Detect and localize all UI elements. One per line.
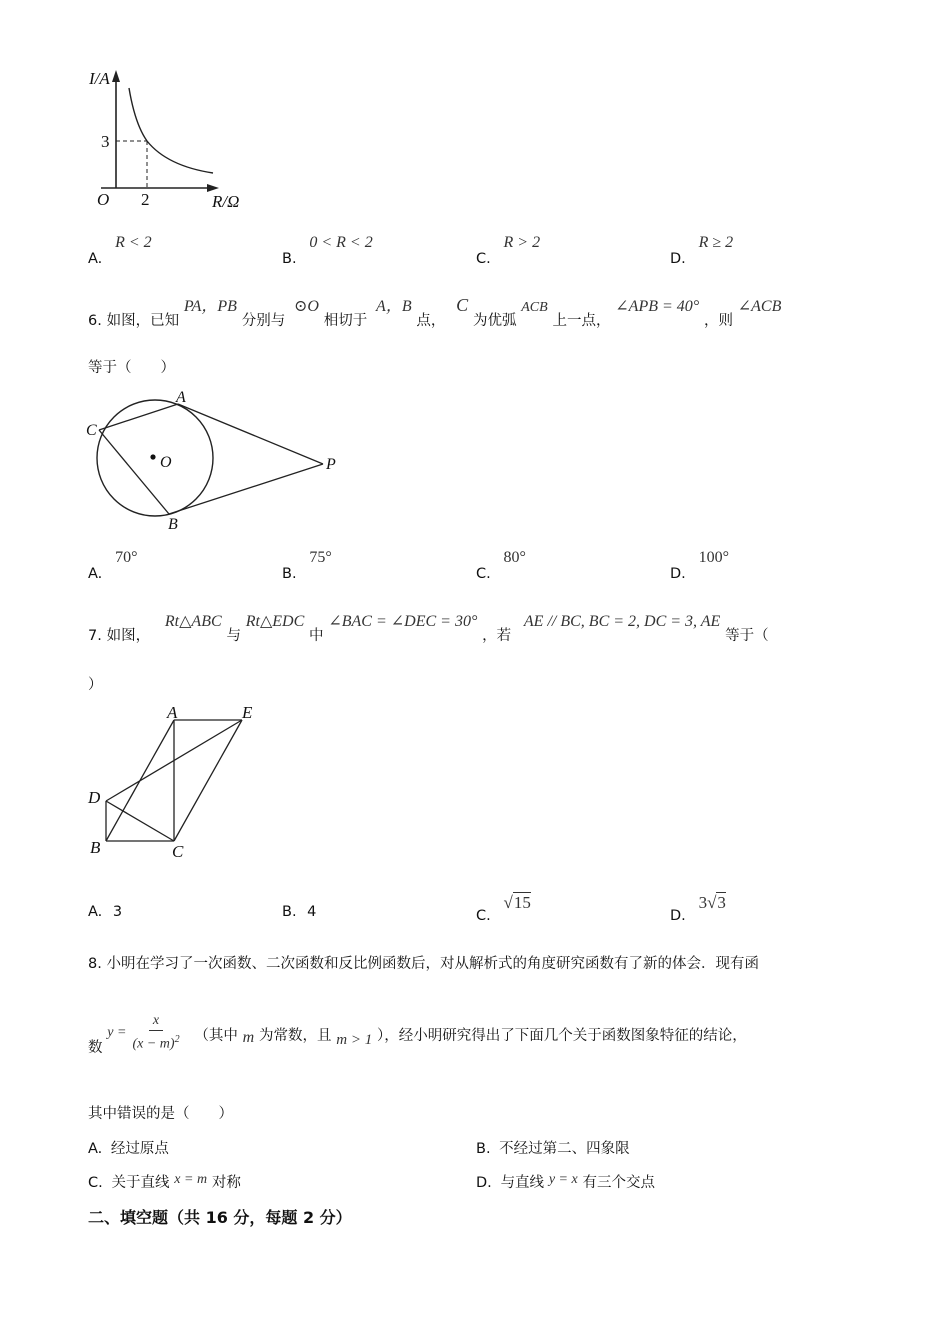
function-expression: [107, 1012, 181, 1054]
stem-math: m > 1: [336, 1031, 373, 1048]
q5-option-b[interactable]: [282, 233, 373, 267]
stem-text: 为常数，且: [258, 1027, 332, 1044]
q8-option-a[interactable]: [88, 1137, 169, 1158]
center-point: [150, 454, 155, 459]
stem-math: ∠BAC = ∠DEC = 30°: [328, 613, 478, 630]
segment-ec: [174, 720, 242, 841]
stem-text: 相切于: [323, 313, 368, 329]
stem-math: C: [456, 295, 469, 315]
q7-option-d[interactable]: [670, 893, 726, 924]
q8-option-c[interactable]: [88, 1167, 241, 1191]
option-expression: 70°: [115, 549, 138, 566]
label-c: C: [172, 842, 184, 861]
option-expression: 80°: [503, 549, 526, 566]
section-heading: 二、填空题（共 16 分，每题 2 分）: [88, 1208, 352, 1227]
y-axis-label: I/A: [89, 69, 110, 88]
option-letter: B.: [282, 566, 297, 582]
option-text: 经过原点: [110, 1141, 169, 1157]
option-expression: 4: [307, 904, 317, 920]
q6-option-c[interactable]: [476, 548, 526, 582]
label-b: B: [90, 838, 101, 857]
q6-figure: [82, 385, 352, 535]
x-tick-label: 2: [141, 190, 150, 209]
q8-stem-line3: 其中错误的是（ ）: [88, 1106, 233, 1122]
label-d: D: [88, 788, 101, 807]
option-letter: A.: [88, 566, 103, 582]
option-letter: D.: [476, 1175, 492, 1191]
q6-stem-line2: 等于（ ）: [88, 360, 175, 376]
option-letter: C.: [88, 1175, 103, 1191]
stem-math: AE // BC, BC = 2, DC = 3, AE: [523, 613, 721, 630]
fraction: [130, 1012, 181, 1054]
label-c: C: [86, 422, 97, 439]
option-letter: B.: [282, 904, 297, 920]
denominator-exponent: 2: [174, 1034, 180, 1045]
q7-option-a[interactable]: [88, 904, 122, 920]
stem-text: 如图，已知: [106, 313, 180, 329]
label-p: P: [326, 456, 336, 473]
stem-math: ∠APB = 40°: [615, 298, 700, 315]
stem-text: 分别与: [241, 313, 286, 329]
option-letter: C.: [476, 566, 491, 582]
stem-math: A，B: [376, 298, 412, 315]
q5-option-c[interactable]: [476, 233, 541, 267]
inverse-proportion-curve: [129, 88, 213, 173]
q8-stem-line1: [88, 952, 759, 973]
x-axis-label: R/Ω: [212, 192, 240, 211]
q6-option-d[interactable]: [670, 548, 729, 582]
option-expression: √15: [503, 893, 531, 912]
stem-text: 为优弧: [472, 313, 517, 329]
option-text: 关于直线: [111, 1175, 170, 1191]
numerator: x: [149, 1012, 163, 1031]
label-e: E: [242, 703, 253, 722]
q5-option-a[interactable]: [88, 233, 152, 267]
denominator: [130, 1031, 181, 1054]
label-a: A: [167, 703, 178, 722]
q6-option-b[interactable]: [282, 548, 332, 582]
stem-text: ），经小明研究得出了下面几个关于函数图象特征的结论，: [377, 1027, 747, 1044]
q7-option-b[interactable]: [282, 904, 316, 920]
y-tick-label: 3: [101, 132, 110, 151]
stem-math: m: [242, 1028, 255, 1046]
option-letter: D.: [670, 908, 686, 924]
origin-label: O: [97, 190, 110, 209]
q7-option-c[interactable]: [476, 893, 531, 924]
stem-text: ，若: [482, 628, 512, 644]
option-letter: A.: [88, 251, 103, 267]
denominator-base: (x − m): [132, 1036, 175, 1052]
sqrt-coefficient: 3: [698, 893, 708, 912]
stem-math: Rt△ABC: [164, 613, 222, 630]
q7-stem-line2: ）: [88, 677, 103, 693]
label-o: O: [160, 454, 172, 471]
label-b: B: [168, 516, 178, 533]
y-equals: y =: [107, 1024, 127, 1040]
segment-dc: [106, 801, 174, 841]
option-expression: R ≥ 2: [698, 234, 734, 251]
question-number: 7.: [88, 628, 102, 644]
option-expression: 75°: [309, 549, 332, 566]
stem-text: （其中: [194, 1027, 238, 1044]
option-expression: R > 2: [503, 234, 541, 251]
option-letter: A.: [88, 904, 103, 920]
q8-option-b[interactable]: [476, 1137, 630, 1158]
stem-text: 小明在学习了一次函数、二次函数和反比例函数后，对从解析式的角度研究函数有了新的体会．现有函: [106, 956, 759, 972]
stem-math: PA，PB: [183, 298, 237, 315]
q5-graph: [85, 62, 265, 222]
segment-ca: [99, 404, 178, 430]
option-letter: B.: [476, 1141, 491, 1157]
label-a: A: [176, 389, 186, 406]
stem-text: 如图，: [106, 628, 151, 644]
radicand: 15: [513, 893, 531, 912]
stem-math: ACB: [521, 300, 548, 315]
x-axis-arrow: [207, 184, 219, 192]
y-axis-arrow: [112, 70, 120, 82]
stem-text: 数: [88, 1039, 103, 1056]
stem-text: 中: [309, 628, 324, 644]
option-text: 有三个交点: [582, 1175, 655, 1191]
option-expression: x = m: [174, 1172, 208, 1187]
tangent-pb: [169, 464, 323, 514]
stem-math: ∠ACB: [737, 298, 782, 315]
stem-text: 等于（: [725, 628, 769, 644]
q5-option-d[interactable]: [670, 233, 734, 267]
option-letter: A.: [88, 1141, 103, 1157]
stem-text: 上一点，: [552, 313, 611, 329]
option-expression: 100°: [698, 549, 729, 566]
stem-math: ⊙O: [294, 298, 319, 315]
question-number: 6.: [88, 313, 102, 329]
stem-text: 与: [226, 628, 241, 644]
stem-text: ，则: [703, 313, 733, 329]
question-number: 8.: [88, 956, 102, 972]
option-text: 对称: [211, 1175, 241, 1191]
tangent-pa: [178, 404, 323, 464]
option-expression: 3: [112, 904, 123, 920]
option-letter: B.: [282, 251, 297, 267]
q7-stem: [88, 610, 868, 644]
option-expression: 0 < R < 2: [309, 234, 373, 251]
option-text: 不经过第二、四象限: [499, 1141, 630, 1157]
option-expression: R < 2: [115, 234, 152, 251]
q6-stem: [88, 293, 868, 329]
q7-figure: [82, 700, 272, 865]
option-letter: C.: [476, 251, 491, 267]
radicand: 3: [717, 893, 726, 912]
option-letter: D.: [670, 566, 686, 582]
q6-option-a[interactable]: [88, 548, 138, 582]
option-expression: y = x: [548, 1172, 578, 1187]
option-letter: D.: [670, 251, 686, 267]
segment-cb: [99, 430, 169, 514]
stem-text: 点，: [416, 313, 446, 329]
q8-stem-line2: [88, 1012, 868, 1054]
option-expression: 3√3: [698, 893, 726, 912]
option-letter: C.: [476, 908, 491, 924]
q8-option-d[interactable]: [476, 1167, 655, 1191]
option-text: 与直线: [500, 1175, 545, 1191]
stem-math: Rt△EDC: [245, 613, 305, 630]
